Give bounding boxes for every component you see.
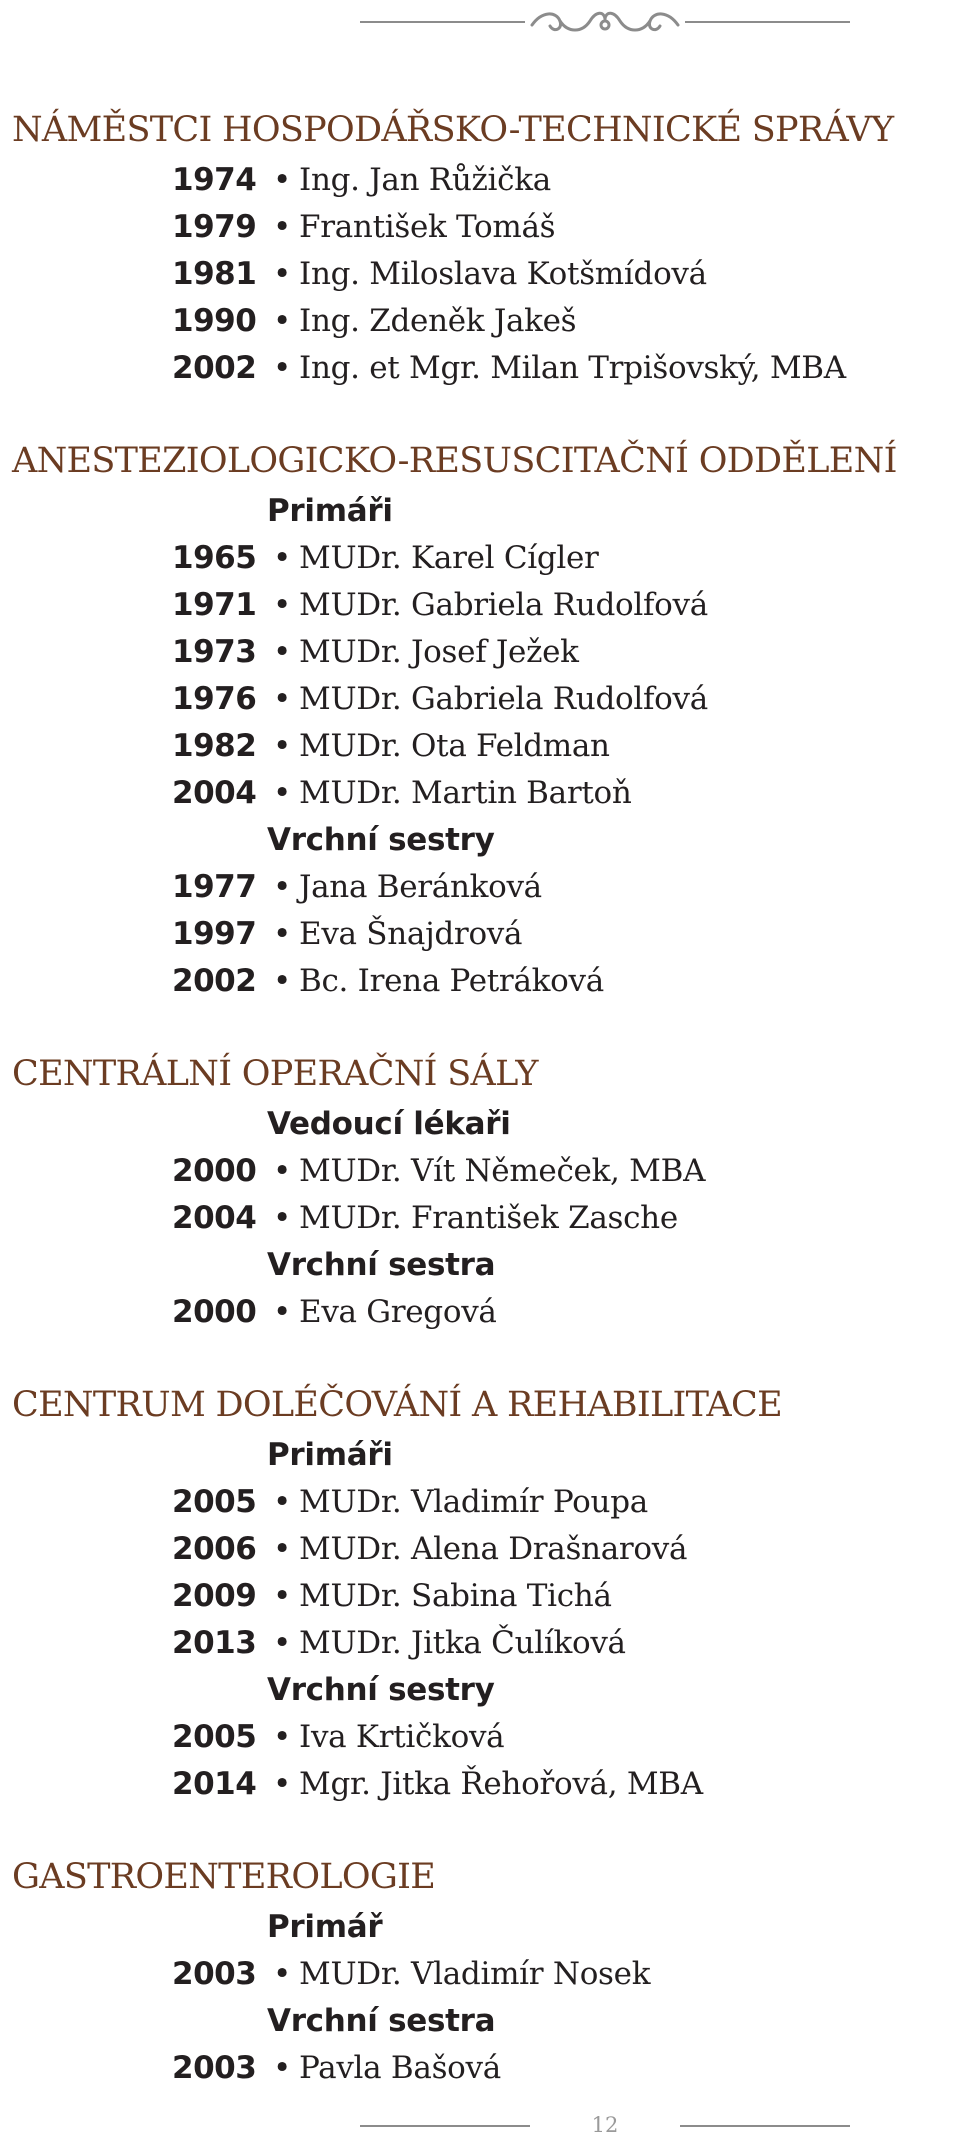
entry-year: 1979 xyxy=(172,209,257,245)
entry-year: 1971 xyxy=(172,587,257,623)
list-item xyxy=(12,582,952,629)
bullet-icon: • xyxy=(273,256,291,292)
list-item xyxy=(12,1951,952,1998)
role-heading: Vrchní sestra xyxy=(267,1247,496,1283)
entry-name: Eva Gregová xyxy=(299,1294,497,1330)
document-content xyxy=(12,103,952,2134)
entry-name: MUDr. Gabriela Rudolfová xyxy=(299,587,708,623)
bullet-icon: • xyxy=(273,963,291,999)
bullet-icon: • xyxy=(273,1153,291,1189)
list-item xyxy=(12,1714,952,1761)
list-item xyxy=(12,629,952,676)
role-heading: Vrchní sestry xyxy=(267,1672,495,1708)
entry-name: MUDr. Vladimír Nosek xyxy=(299,1956,651,1992)
section-title: ANESTEZIOLOGICKO-RESUSCITAČNÍ ODDĚLENÍ xyxy=(12,441,897,481)
role-group xyxy=(12,157,952,392)
bullet-icon: • xyxy=(273,587,291,623)
entry-name: Ing. Zdeněk Jakeš xyxy=(299,303,577,339)
entry-year: 1977 xyxy=(172,869,257,905)
list-item xyxy=(12,1289,952,1336)
section-title: CENTRUM DOLÉČOVÁNÍ A REHABILITACE xyxy=(12,1385,782,1425)
bullet-icon: • xyxy=(273,1484,291,1520)
entry-name: Bc. Irena Petráková xyxy=(299,963,604,999)
entry-name: MUDr. Vít Němeček, MBA xyxy=(299,1153,706,1189)
entry-year: 2002 xyxy=(172,350,257,386)
role-heading: Vrchní sestra xyxy=(267,2003,496,2039)
list-item xyxy=(12,1620,952,1667)
role-heading: Vedoucí lékaři xyxy=(267,1106,511,1142)
role-group xyxy=(12,1904,952,1998)
footer-rule-right xyxy=(680,2125,850,2127)
bullet-icon: • xyxy=(273,350,291,386)
list-item xyxy=(12,1573,952,1620)
entry-name: MUDr. Jitka Čulíková xyxy=(299,1625,626,1661)
bullet-icon: • xyxy=(273,540,291,576)
bullet-icon: • xyxy=(273,1531,291,1567)
entry-year: 2013 xyxy=(172,1625,257,1661)
section xyxy=(12,1850,952,2092)
entry-year: 2009 xyxy=(172,1578,257,1614)
list-item xyxy=(12,251,952,298)
list-item xyxy=(12,1526,952,1573)
entry-name: Ing. Jan Růžička xyxy=(299,162,551,198)
role-group xyxy=(12,1242,952,1336)
entry-name: Eva Šnajdrová xyxy=(299,916,523,952)
list-item xyxy=(12,864,952,911)
entry-name: MUDr. Karel Cígler xyxy=(299,540,599,576)
page-number: 12 xyxy=(591,2113,619,2137)
entry-name: MUDr. Ota Feldman xyxy=(299,728,610,764)
entry-year: 2005 xyxy=(172,1719,257,1755)
entry-year: 1973 xyxy=(172,634,257,670)
section-title: GASTROENTEROLOGIE xyxy=(12,1857,436,1897)
entry-name: MUDr. Alena Drašnarová xyxy=(299,1531,688,1567)
bullet-icon: • xyxy=(273,1578,291,1614)
entry-name: Mgr. Jitka Řehořová, MBA xyxy=(299,1766,703,1802)
entry-year: 2000 xyxy=(172,1294,257,1330)
entry-year: 1997 xyxy=(172,916,257,952)
list-item xyxy=(12,1148,952,1195)
bullet-icon: • xyxy=(273,728,291,764)
list-item xyxy=(12,958,952,1005)
entry-year: 2005 xyxy=(172,1484,257,1520)
bullet-icon: • xyxy=(273,162,291,198)
section xyxy=(12,434,952,1005)
list-item xyxy=(12,770,952,817)
role-heading: Vrchní sestry xyxy=(267,822,495,858)
entry-name: Iva Krtičková xyxy=(299,1719,505,1755)
role-group xyxy=(12,1667,952,1808)
list-item xyxy=(12,1479,952,1526)
list-item xyxy=(12,535,952,582)
entry-name: MUDr. František Zasche xyxy=(299,1200,678,1236)
list-item xyxy=(12,676,952,723)
entry-name: MUDr. Sabina Tichá xyxy=(299,1578,612,1614)
section xyxy=(12,103,952,392)
bullet-icon: • xyxy=(273,1625,291,1661)
role-heading: Primář xyxy=(267,1909,383,1945)
section xyxy=(12,1378,952,1808)
entry-name: MUDr. Vladimír Poupa xyxy=(299,1484,648,1520)
entry-year: 1981 xyxy=(172,256,257,292)
role-group xyxy=(12,817,952,1005)
section-title: CENTRÁLNÍ OPERAČNÍ SÁLY xyxy=(12,1054,538,1094)
bullet-icon: • xyxy=(273,1956,291,1992)
bullet-icon: • xyxy=(273,1719,291,1755)
bullet-icon: • xyxy=(273,209,291,245)
entry-year: 2003 xyxy=(172,1956,257,1992)
entry-name: Pavla Bašová xyxy=(299,2050,501,2086)
list-item xyxy=(12,298,952,345)
bullet-icon: • xyxy=(273,303,291,339)
list-item xyxy=(12,1195,952,1242)
entry-year: 2004 xyxy=(172,775,257,811)
entry-name: Ing. et Mgr. Milan Trpišovský, MBA xyxy=(299,350,846,386)
section xyxy=(12,1047,952,1336)
entry-name: MUDr. Martin Bartoň xyxy=(299,775,632,811)
entry-year: 1965 xyxy=(172,540,257,576)
entry-year: 2004 xyxy=(172,1200,257,1236)
entry-year: 1976 xyxy=(172,681,257,717)
bullet-icon: • xyxy=(273,681,291,717)
list-item xyxy=(12,204,952,251)
decorative-flourish-icon xyxy=(360,5,850,39)
role-group xyxy=(12,1432,952,1667)
bullet-icon: • xyxy=(273,2050,291,2086)
bullet-icon: • xyxy=(273,1294,291,1330)
entry-year: 2002 xyxy=(172,963,257,999)
list-item xyxy=(12,157,952,204)
entry-year: 1974 xyxy=(172,162,257,198)
section-title: NÁMĚSTCI HOSPODÁŘSKO-TECHNICKÉ SPRÁVY xyxy=(12,110,894,150)
list-item xyxy=(12,1761,952,1808)
entry-year: 2000 xyxy=(172,1153,257,1189)
entry-name: Jana Beránková xyxy=(299,869,542,905)
entry-year: 2003 xyxy=(172,2050,257,2086)
role-heading: Primáři xyxy=(267,1437,393,1473)
entry-year: 1990 xyxy=(172,303,257,339)
list-item xyxy=(12,911,952,958)
entry-name: František Tomáš xyxy=(299,209,556,245)
bullet-icon: • xyxy=(273,916,291,952)
bullet-icon: • xyxy=(273,775,291,811)
role-group xyxy=(12,1101,952,1242)
list-item xyxy=(12,723,952,770)
entry-name: MUDr. Josef Ježek xyxy=(299,634,579,670)
page-footer xyxy=(360,2110,850,2140)
role-group xyxy=(12,1998,952,2092)
role-group xyxy=(12,488,952,817)
list-item xyxy=(12,345,952,392)
entry-name: MUDr. Gabriela Rudolfová xyxy=(299,681,708,717)
list-item xyxy=(12,2045,952,2092)
bullet-icon: • xyxy=(273,634,291,670)
role-heading: Primáři xyxy=(267,493,393,529)
bullet-icon: • xyxy=(273,1766,291,1802)
bullet-icon: • xyxy=(273,1200,291,1236)
entry-year: 2006 xyxy=(172,1531,257,1567)
entry-year: 2014 xyxy=(172,1766,257,1802)
footer-rule-left xyxy=(360,2125,530,2127)
entry-name: Ing. Miloslava Kotšmídová xyxy=(299,256,707,292)
bullet-icon: • xyxy=(273,869,291,905)
entry-year: 1982 xyxy=(172,728,257,764)
